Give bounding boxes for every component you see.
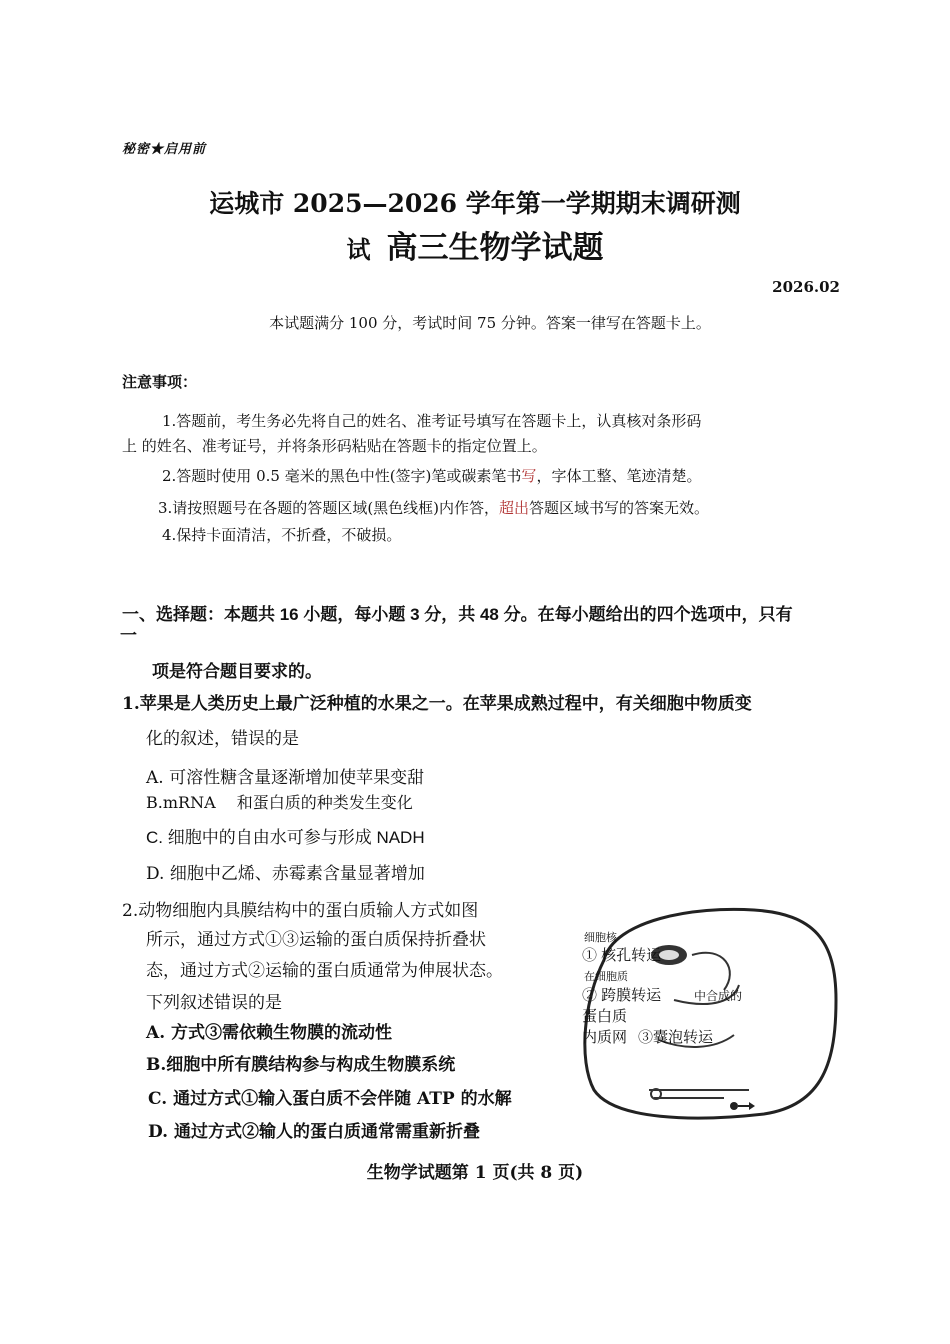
notice-item-1-line1: 1.答题前，考生务必先将自己的姓名、准考证号填写在答题卡上，认真核对条形码 xyxy=(162,412,702,430)
notice-item-2: 2.答题时使用 0.5 毫米的黑色中性(签字)笔或碳素笔书写，字体工整、笔迹清楚。 xyxy=(162,467,702,485)
q1-option-c: C. 细胞中的自由水可参与形成 NADH xyxy=(146,828,425,847)
q1-stem-line1: 1.苹果是人类历史上最广泛种植的水果之一。在苹果成熟过程中，有关细胞中物质变 xyxy=(122,694,752,714)
label-way1: ① 核孔转运 xyxy=(582,947,662,964)
q2-stem-line4: 下列叙述错误的是 xyxy=(146,993,282,1013)
q1-option-d: D. 细胞中乙烯、赤霉素含量显著增加 xyxy=(146,864,425,884)
section-heading-line1: 一、选择题：本题共 16 小题，每小题 3 分，共 48 分。在每小题给出的四个选项中，只有 xyxy=(122,605,793,624)
notice-item-4: 4.保持卡面清洁，不折叠，不破损。 xyxy=(162,526,402,544)
page-footer: 生物学试题第 1 页(共 8 页) xyxy=(366,1163,584,1183)
section-heading-line2: 项是符合题目要求的。 xyxy=(152,662,322,681)
exam-title-line1: 运城市 2025—2026 学年第一学期期末调研测 xyxy=(209,189,741,218)
q1-option-b: B.mRNA 和蛋白质的种类发生变化 xyxy=(146,793,413,812)
notice-item-3: 3.请按照题号在各题的答题区域(黑色线框)内作答，超出答题区域书写的答案无效。 xyxy=(158,499,710,517)
q2-option-d: D. 通过方式②输人的蛋白质通常需重新折叠 xyxy=(148,1122,480,1142)
section-heading-overflow: 一 xyxy=(120,626,137,646)
q1-stem-line2: 化的叙述，错误的是 xyxy=(146,729,299,749)
label-way2: ② 跨膜转运 xyxy=(582,987,662,1004)
notice-heading: 注意事项： xyxy=(122,374,198,391)
label-er: 内质网 xyxy=(582,1029,628,1046)
exam-subject-title: 高三生物学试题 xyxy=(386,230,604,266)
label-nucleus: 细胞核 xyxy=(584,932,617,944)
q2-option-c: C. 通过方式①输入蛋白质不会伴随 ATP 的水解 xyxy=(148,1089,512,1109)
notice-item-1-line2: 上 的姓名、准考证号，并将条形码粘贴在答题卡的指定位置上。 xyxy=(122,437,547,455)
q2-stem-line3: 态，通过方式②运输的蛋白质通常为伸展状态。 xyxy=(146,961,503,981)
label-in-cytoplasm: 在细胞质 xyxy=(584,971,628,983)
title-prefix: 试 xyxy=(346,235,371,264)
q2-stem-line1: 2.动物细胞内具膜结构中的蛋白质输人方式如图 xyxy=(122,901,479,921)
protein-transport-diagram xyxy=(574,900,840,1126)
label-protein: 蛋白质 xyxy=(582,1008,628,1025)
label-synthesized: 中合成的 xyxy=(694,989,743,1003)
q2-option-b: B.细胞中所有膜结构参与构成生物膜系统 xyxy=(146,1055,456,1075)
confidential-label: 秘密★启用前 xyxy=(122,142,207,157)
exam-title-line2 xyxy=(0,222,950,267)
exam-intro: 本试题满分 100 分，考试时间 75 分钟。答案一律写在答题卡上。 xyxy=(269,314,711,332)
q2-stem-line2: 所示，通过方式①③运输的蛋白质保持折叠状 xyxy=(146,930,486,950)
q2-option-a: A. 方式③需依赖生物膜的流动性 xyxy=(146,1023,393,1043)
label-way3: ③囊泡转运 xyxy=(638,1029,714,1046)
exam-date: 2026.02 xyxy=(772,278,840,296)
q1-option-a: A. 可溶性糖含量逐渐增加使苹果变甜 xyxy=(146,768,425,788)
